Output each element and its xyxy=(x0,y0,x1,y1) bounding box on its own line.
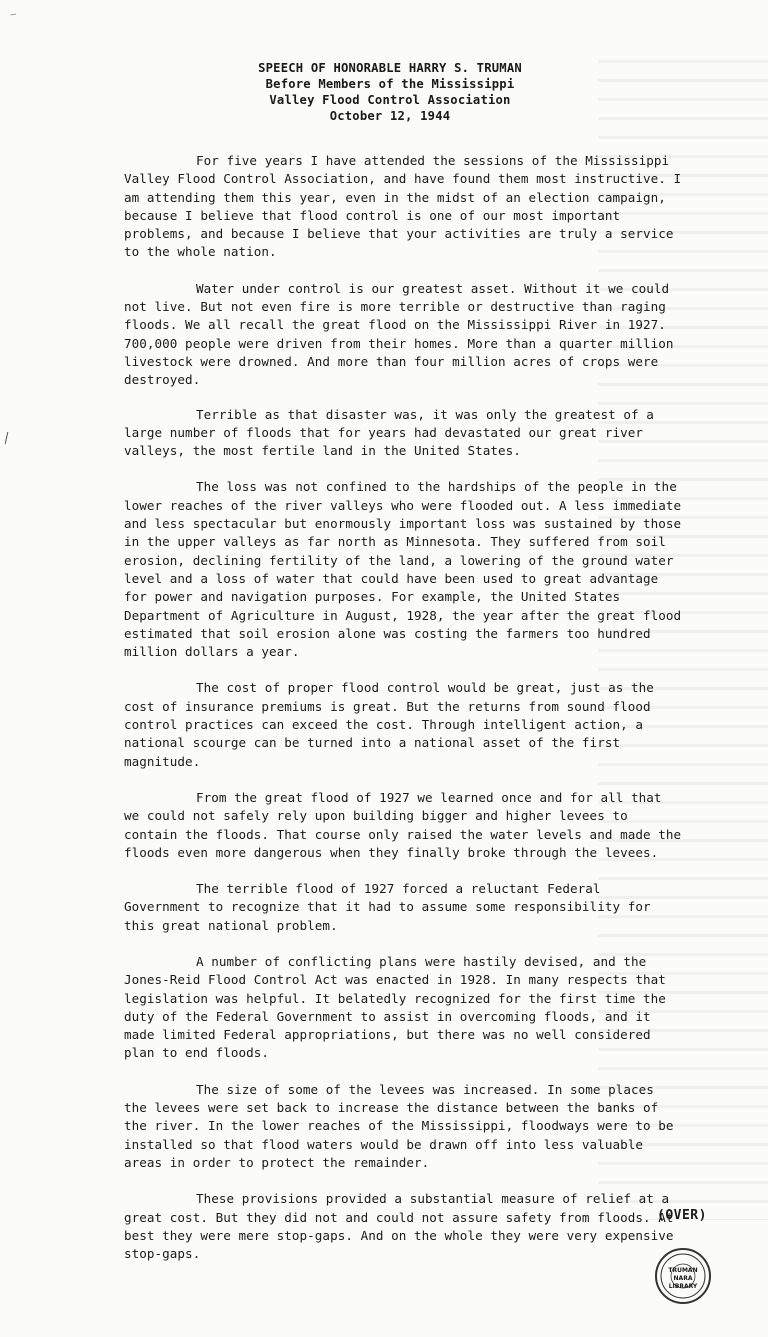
library-stamp xyxy=(655,1248,711,1304)
paragraph-10: These provisions provided a substantial measure of relief at a great cost. But they did not and could not assure safety from floods. At best they were mere stop-gaps. And on the whole they were very expensive stop-gaps. xyxy=(124,1191,674,1262)
header-date: October 12, 1944 xyxy=(329,109,451,123)
stamp-line-3: LIBRARY xyxy=(668,1283,698,1290)
paragraph-8: A number of conflicting plans were hastily devised, and the Jones-Reid Flood Control Act was enacted in 1928. In many respects that legislation was helpful. It belatedly recognized for the first time the duty of the Federal Government to assist in overcoming floods, and it made limited Federal appropriations, but there was no well considered plan to end floods. xyxy=(124,953,666,1061)
header-title: SPEECH OF HONORABLE HARRY S. TRUMAN xyxy=(258,61,522,75)
paragraph-4: The loss was not confined to the hardships of the people in the lower reaches of the river valleys who were flooded out. A less immediate and less spectacular but enormously important loss was sustained by those in the upper valleys as far north as Minnesota. They suffered from soil erosion, declining fertility of the land, a lowering of the ground water level and a loss of water that could have been used to great advantage for power and navigation purposes. For example, the United States Department of Agriculture in August, 1928, the year after the great flood estimated that soil erosion alone was costing the farmers too hundred million dollars a year. xyxy=(124,479,682,660)
speech-header xyxy=(160,60,620,124)
paragraph-5: The cost of proper flood control would be great, just as the cost of insurance premiums is great. But the returns from sound flood control practices can exceed the cost. Through intelligent action, a national scourge can be turned into a national asset of the first magnitude. xyxy=(124,680,654,769)
corner-pencil-mark: ~ xyxy=(8,7,18,22)
paragraph-2: Water under control is our greatest asset. Without it we could not live. But not even fire is more terrible or destructive than raging floods. We all recall the great flood on the Mississippi River in 1927. 700,000 people were driven from their homes. More than a quarter million livestock were drowned. And more than four million acres of crops were destroyed. xyxy=(124,280,674,388)
stamp-text xyxy=(657,1267,709,1291)
paragraph-1: For five years I have attended the sessions of the Mississippi Valley Flood Control Association, and have found them most instructive. I am attending them this year, even in the midst of an election campaign, because I believe that flood control is one of our most important problems, and because I believe that your activities are truly a service to the whole nation. xyxy=(124,153,682,260)
over-notice: (OVER) xyxy=(657,1208,707,1223)
speech-body xyxy=(124,152,684,1281)
paragraph-7: The terrible flood of 1927 forced a reluctant Federal Government to recognize that it had to assume some responsibility for this great national problem. xyxy=(124,881,651,933)
header-audience-line1: Before Members of the Mississippi xyxy=(265,77,515,91)
stamp-line-2: NARA xyxy=(673,1275,693,1282)
paragraph-6: From the great flood of 1927 we learned once and for all that we could not safely rely upon building bigger and higher levees to contain the floods. That course only raised the water levels and made the floods even more dangerous when they finally broke through the levees. xyxy=(124,789,682,860)
paragraph-3: Terrible as that disaster was, it was only the greatest of a large number of floods that for years had devastated our great river valleys, the most fertile land in the United States. xyxy=(124,406,654,459)
paragraph-9: The size of some of the levees was increased. In some places the levees were set back to increase the distance between the banks of the river. In the lower reaches of the Mississippi, floodways were to be installed so that flood waters would be drawn off into less valuable areas in order to protect the remainder. xyxy=(124,1081,674,1170)
margin-mark xyxy=(5,432,8,444)
stamp-line-1: TRUMAN xyxy=(668,1267,698,1274)
header-audience-line2: Valley Flood Control Association xyxy=(269,93,511,107)
